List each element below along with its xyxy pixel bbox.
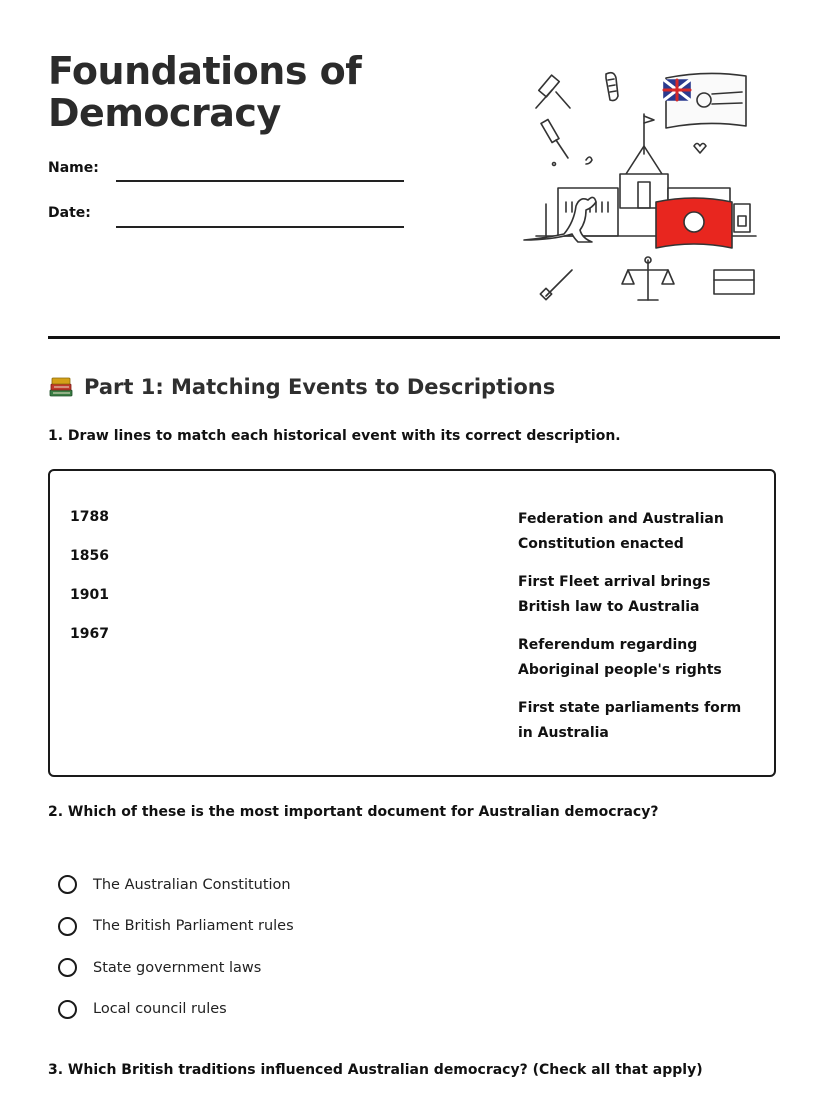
books-icon xyxy=(48,374,74,400)
heart-icon xyxy=(694,144,706,154)
name-label: Name: xyxy=(48,160,99,176)
description-item[interactable]: First state parliaments form in Australia xyxy=(518,700,742,741)
option-label: State government laws xyxy=(93,959,262,976)
gavel-icon xyxy=(536,75,570,108)
radio-button[interactable] xyxy=(58,1000,77,1019)
year-item[interactable]: 1967 xyxy=(70,626,109,642)
title-line-1: Foundations of xyxy=(48,49,362,93)
year-item[interactable]: 1856 xyxy=(70,548,109,564)
question-2: 2. Which of these is the most important document for Australian democracy? xyxy=(48,804,659,820)
description-item[interactable]: Federation and Australian Constitution enacted xyxy=(518,511,724,552)
scroll-icon xyxy=(606,73,618,101)
description-item[interactable]: Referendum regarding Aboriginal people's rights xyxy=(518,637,722,678)
question-2-options xyxy=(58,864,294,1030)
question-1: 1. Draw lines to match each historical event with its correct description. xyxy=(48,428,621,444)
option-label: The Australian Constitution xyxy=(93,876,291,893)
democracy-illustration xyxy=(516,64,776,308)
date-label: Date: xyxy=(48,205,91,221)
radio-button[interactable] xyxy=(58,875,77,894)
matching-box xyxy=(48,469,776,777)
option-label: The British Parliament rules xyxy=(93,918,294,935)
option-item[interactable] xyxy=(58,906,294,948)
question-3: 3. Which British traditions influenced Australian democracy? (Check all that apply) xyxy=(48,1062,703,1078)
aboriginal-flag-icon xyxy=(656,198,732,248)
name-field[interactable] xyxy=(116,180,404,182)
pen-icon xyxy=(541,119,568,158)
ballot-box-icon xyxy=(714,270,754,294)
title-line-2: Democracy xyxy=(48,91,281,135)
year-item[interactable]: 1788 xyxy=(70,509,109,525)
years-column xyxy=(70,507,109,663)
radio-button[interactable] xyxy=(58,917,77,936)
page-title xyxy=(48,50,361,134)
scales-of-justice-icon xyxy=(622,257,674,300)
part1-heading-text: Part 1: Matching Events to Descriptions xyxy=(84,375,556,399)
year-item[interactable]: 1901 xyxy=(70,587,109,603)
descriptions-column xyxy=(518,507,758,759)
option-item[interactable] xyxy=(58,947,294,989)
union-jack-flag-icon xyxy=(664,73,746,128)
radio-button[interactable] xyxy=(58,958,77,977)
doodle-icon xyxy=(586,157,592,164)
part1-heading xyxy=(48,374,555,400)
date-field[interactable] xyxy=(116,226,404,228)
description-item[interactable]: First Fleet arrival brings British law to Australia xyxy=(518,574,711,615)
section-divider xyxy=(48,336,780,339)
pen-icon xyxy=(540,270,572,300)
option-item[interactable] xyxy=(58,864,294,906)
option-item[interactable] xyxy=(58,989,294,1031)
option-label: Local council rules xyxy=(93,1001,227,1018)
